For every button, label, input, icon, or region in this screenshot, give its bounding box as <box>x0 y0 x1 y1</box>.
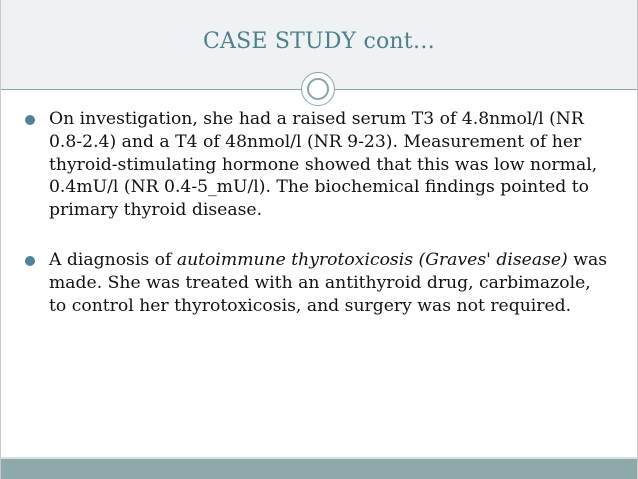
bullet-text-lead: A diagnosis of <box>49 249 177 270</box>
bullet-text <box>49 249 613 317</box>
diagnosis-term: autoimmune thyrotoxicosis (Graves' disease) <box>176 249 568 270</box>
bullet-dot-icon <box>25 115 35 125</box>
bullet-item-investigation <box>23 108 613 222</box>
circle-ornament-icon <box>301 72 335 106</box>
bullet-dot-icon <box>25 256 35 266</box>
bullet-text: On investigation, she had a raised serum T3 of 4.8nmol/l (NR 0.8-2.4) and a T4 of 48nmol/l (NR 9-23). Measurement of her thyroid-stimulating hormone showed that this was low normal, 0.4mU/l (NR 0.4-5_mU/l). The biochemical findings pointed to primary thyroid disease. <box>49 109 598 221</box>
slide-body <box>23 108 613 317</box>
bullet-text-tail: was made. She was treated with an antithyroid drug, carbimazole, to control her thyrotoxicosis, and surgery was not required. <box>49 249 608 316</box>
slide-title: CASE STUDY cont… <box>202 29 436 54</box>
circle-ornament-inner <box>307 78 329 100</box>
bullet-item-diagnosis <box>23 249 613 317</box>
footer-band <box>1 459 637 479</box>
